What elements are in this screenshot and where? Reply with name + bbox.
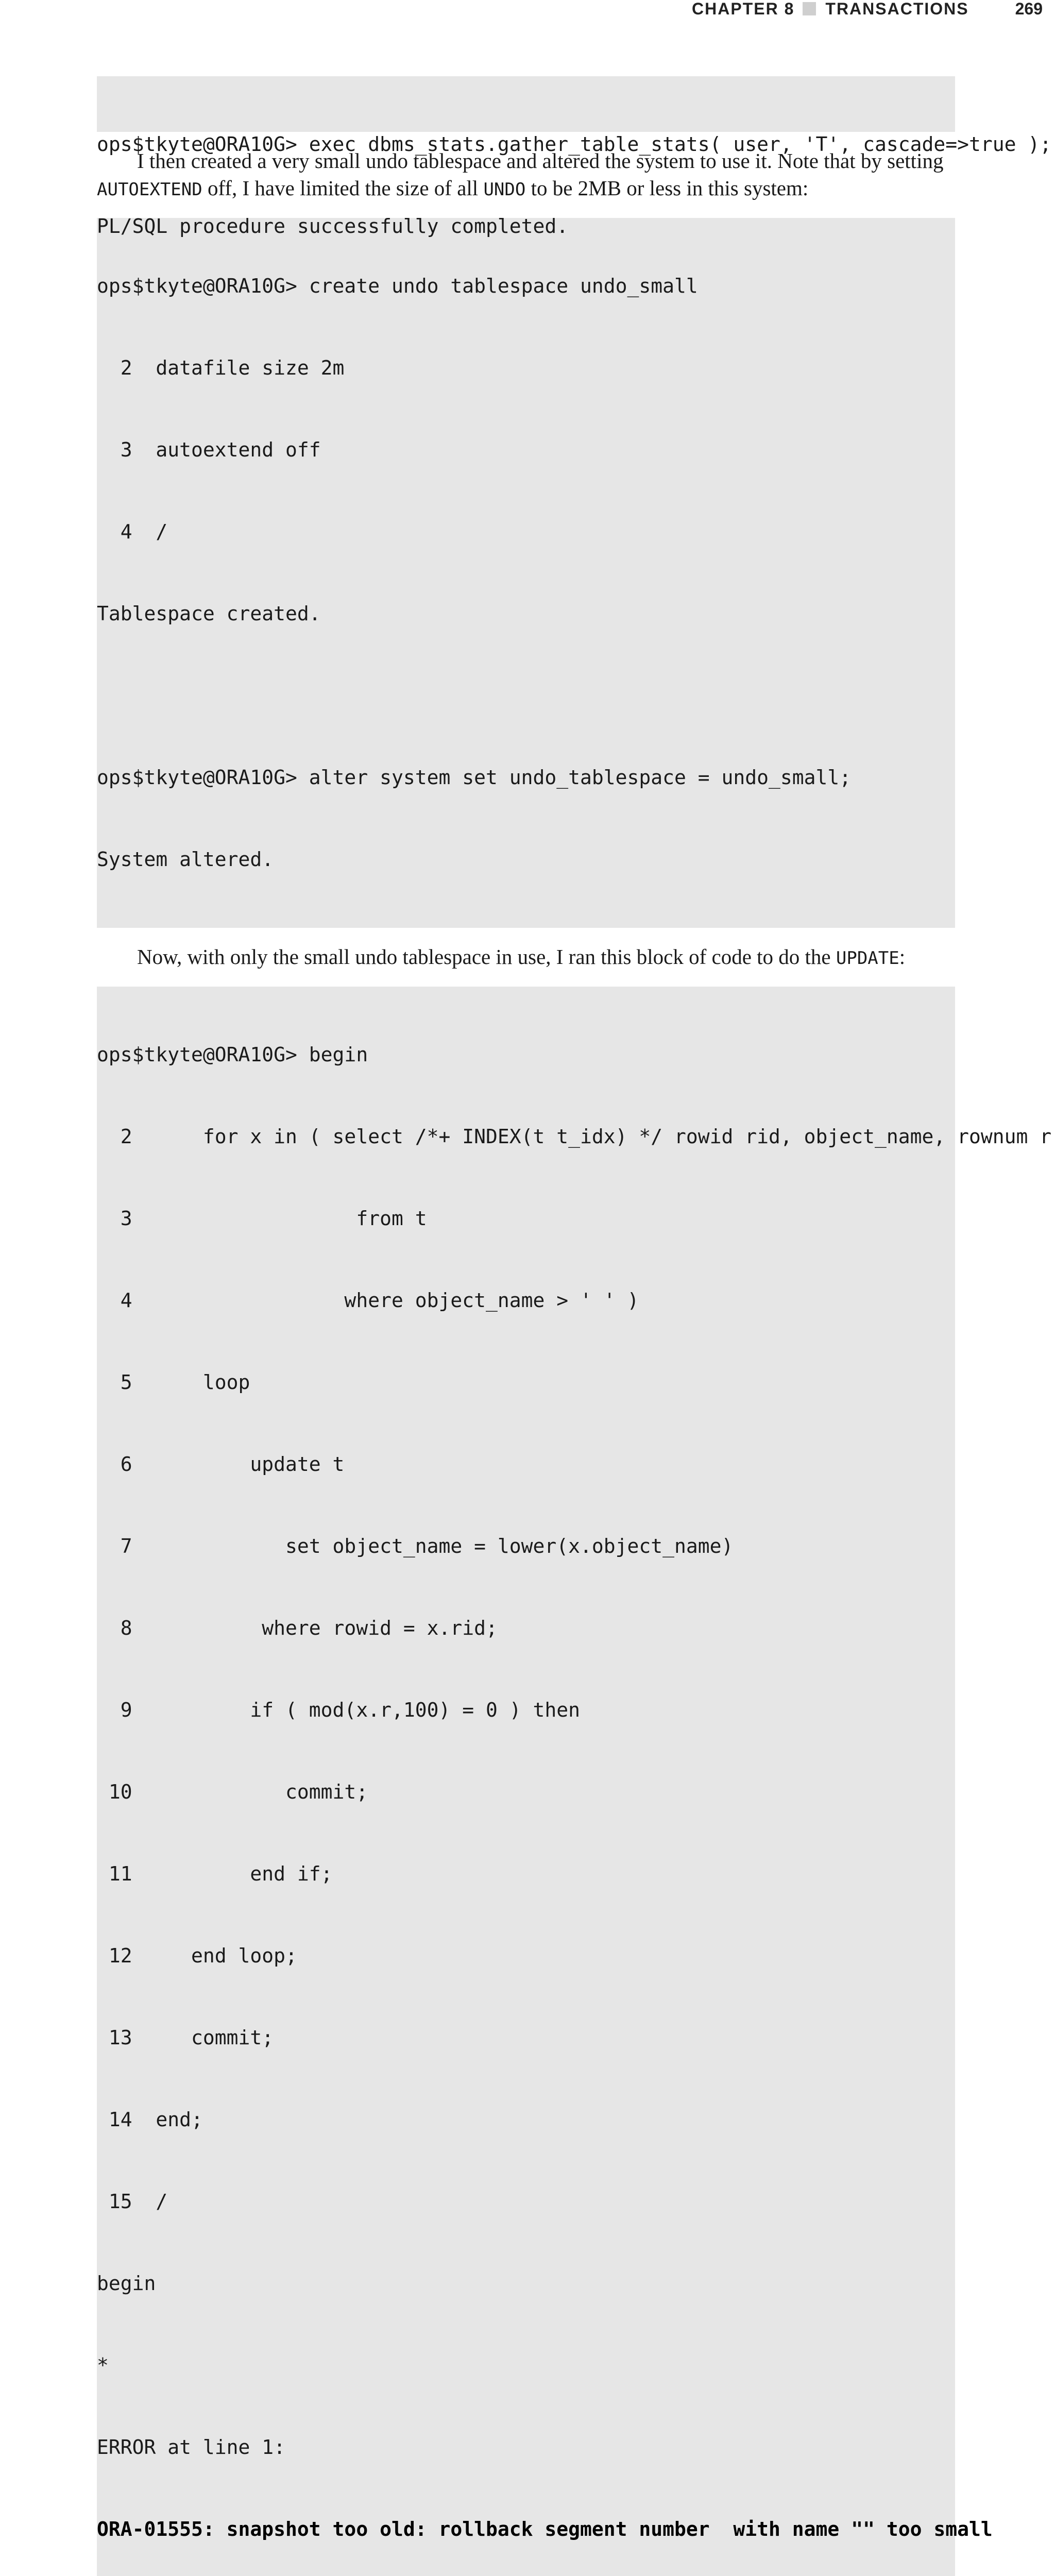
chapter-label: CHAPTER 8 [692,0,795,18]
code-line: ops$tkyte@ORA10G> create undo tablespace undo_small [97,275,698,297]
error-message-ora-01555: ORA-01555: snapshot too old: rollback segment number with name "" too small [97,2518,993,2540]
section-label: TRANSACTIONS [825,0,969,18]
code-line: 4 where object_name > ' ' ) [97,1289,639,1312]
page-number: 269 [1015,0,1043,18]
code-line: 9 if ( mod(x.r,100) = 0 ) then [97,1699,580,1721]
code-line: 6 update t [97,1453,345,1476]
code-line: ops$tkyte@ORA10G> exec dbms_stats.gather_table_stats( user, 'T', cascade=>true ); [97,133,1052,156]
code-line: ops$tkyte@ORA10G> begin [97,1043,368,1066]
code-line: 13 commit; [97,2026,274,2049]
code-line: 3 autoextend off [97,438,321,461]
code-line: * [97,2354,109,2377]
code-line: ERROR at line 1: [97,2436,286,2459]
inline-code-autoextend: AUTOEXTEND [97,179,202,200]
code-line: PL/SQL procedure successfully completed. [97,215,569,238]
inline-code-undo: UNDO [483,179,526,200]
header-square-icon [803,2,816,15]
code-line: 3 from t [97,1207,427,1230]
page-body [97,76,1052,2576]
running-header [692,0,1043,18]
code-line: 14 end; [97,2108,203,2131]
code-line: begin [97,2272,156,2295]
code-block-update-loop [97,987,1052,2576]
code-line: 11 end if; [97,1862,333,1885]
code-line-blank [97,682,955,709]
inline-code-update: UPDATE [836,948,899,969]
code-block-create-undo [97,218,955,928]
code-line: 8 where rowid = x.rid; [97,1617,498,1639]
code-line: 2 datafile size 2m [97,357,345,379]
paragraph-undo-tablespace: I then created a very small undo tablespace and altered the system to use it. Note that by setting AUTOEXTEND off, I have limited the size of all UNDO to be 2MB or less in this system: [97,149,944,200]
code-line: 5 loop [97,1371,250,1394]
code-line: ops$tkyte@ORA10G> alter system set undo_tablespace = undo_small; [97,766,852,789]
code-line: 10 commit; [97,1781,368,1803]
code-line: 15 / [97,2190,168,2213]
code-line: 2 for x in ( select /*+ INDEX(t t_idx) */ rowid rid, object_name, rownum r [97,1125,1052,1148]
code-line: 4 / [97,520,168,543]
code-line: Tablespace created. [97,602,321,625]
code-line: 12 end loop; [97,1944,297,1967]
code-line: 7 set object_name = lower(x.object_name) [97,1535,734,1557]
code-line: System altered. [97,848,274,871]
paragraph-run-block: Now, with only the small undo tablespace in use, I ran this block of code to do the UPDATE: [137,945,906,969]
